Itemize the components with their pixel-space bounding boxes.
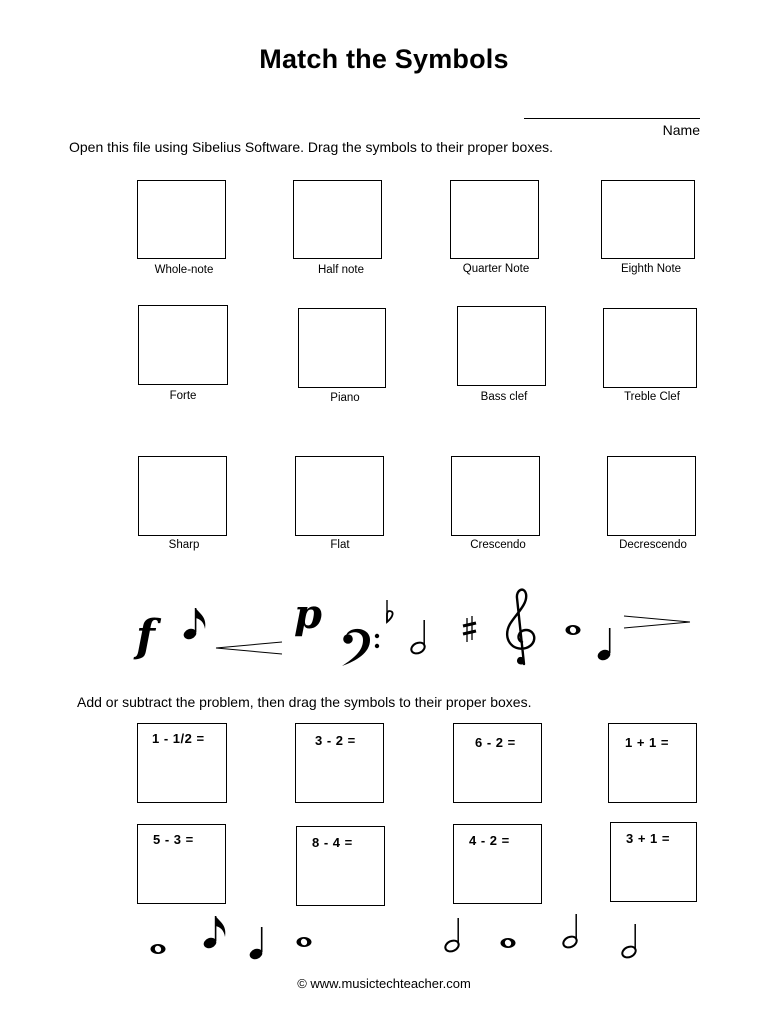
label-bass-clef: Bass clef [480, 391, 528, 403]
drop-box-eighth-note[interactable] [601, 180, 695, 259]
bass-clef-icon[interactable] [342, 629, 379, 666]
half-note-icon[interactable] [621, 924, 638, 959]
label-treble-clef: Treble Clef [624, 391, 680, 403]
half-note-icon[interactable] [410, 620, 427, 655]
problem-4: 1 + 1 = [625, 735, 669, 750]
problem-3: 6 - 2 = [475, 735, 516, 750]
drop-box-bass-clef[interactable] [457, 306, 546, 386]
label-whole-note: Whole-note [154, 264, 214, 276]
label-sharp: Sharp [168, 539, 200, 551]
label-crescendo: Crescendo [470, 539, 526, 551]
problem-8: 3 + 1 = [626, 831, 670, 846]
sharp-icon[interactable] [463, 616, 476, 642]
drop-box-sharp[interactable] [138, 456, 227, 536]
instructions-1: Open this file using Sibelius Software. Drag the symbols to their proper boxes. [69, 139, 554, 155]
eighth-note-icon[interactable] [182, 608, 205, 641]
whole-note-icon[interactable] [297, 937, 312, 947]
piano-icon[interactable]: p [294, 591, 322, 638]
half-note-icon[interactable] [562, 914, 579, 949]
quarter-note-icon[interactable] [248, 927, 264, 961]
eighth-note-icon[interactable] [202, 916, 225, 950]
label-decrescendo: Decrescendo [619, 539, 687, 551]
half-note-icon[interactable] [444, 918, 461, 953]
problem-2: 3 - 2 = [315, 733, 356, 748]
notes-row [140, 908, 650, 964]
page-title: Match the Symbols [259, 44, 509, 74]
instructions-2: Add or subtract the problem, then drag the symbols to their proper boxes. [77, 694, 532, 710]
problem-6: 8 - 4 = [312, 835, 353, 850]
decrescendo-icon[interactable] [624, 616, 690, 628]
drop-box-decrescendo[interactable] [607, 456, 696, 536]
drop-box-half-note[interactable] [293, 180, 382, 259]
drop-box-whole-note[interactable] [137, 180, 226, 259]
label-forte: Forte [169, 390, 197, 402]
problem-1: 1 - 1/2 = [152, 731, 205, 746]
drop-box-piano[interactable] [298, 308, 386, 388]
flat-icon[interactable] [387, 600, 393, 622]
label-quarter-note: Quarter Note [462, 263, 530, 275]
footer-copyright[interactable]: © www.musictechteacher.com [297, 976, 471, 991]
label-eighth-note: Eighth Note [620, 263, 682, 275]
whole-note-icon[interactable] [566, 625, 581, 635]
problem-7: 4 - 2 = [469, 833, 510, 848]
label-piano: Piano [330, 392, 360, 404]
whole-note-icon[interactable] [151, 944, 166, 954]
drop-box-crescendo[interactable] [451, 456, 540, 536]
drop-box-forte[interactable] [138, 305, 228, 385]
drop-box-quarter-note[interactable] [450, 180, 539, 259]
crescendo-icon[interactable] [216, 642, 282, 654]
label-flat: Flat [330, 539, 350, 551]
forte-icon[interactable]: f [136, 611, 155, 662]
name-line[interactable] [524, 118, 700, 119]
drop-box-treble-clef[interactable] [603, 308, 697, 388]
problem-5: 5 - 3 = [153, 832, 194, 847]
drop-box-flat[interactable] [295, 456, 384, 536]
label-half-note: Half note [317, 264, 365, 276]
name-label: Name [662, 122, 700, 138]
treble-clef-icon[interactable] [507, 590, 534, 665]
quarter-note-icon[interactable] [596, 628, 612, 662]
symbols-row [130, 584, 710, 670]
whole-note-icon[interactable] [501, 938, 516, 948]
